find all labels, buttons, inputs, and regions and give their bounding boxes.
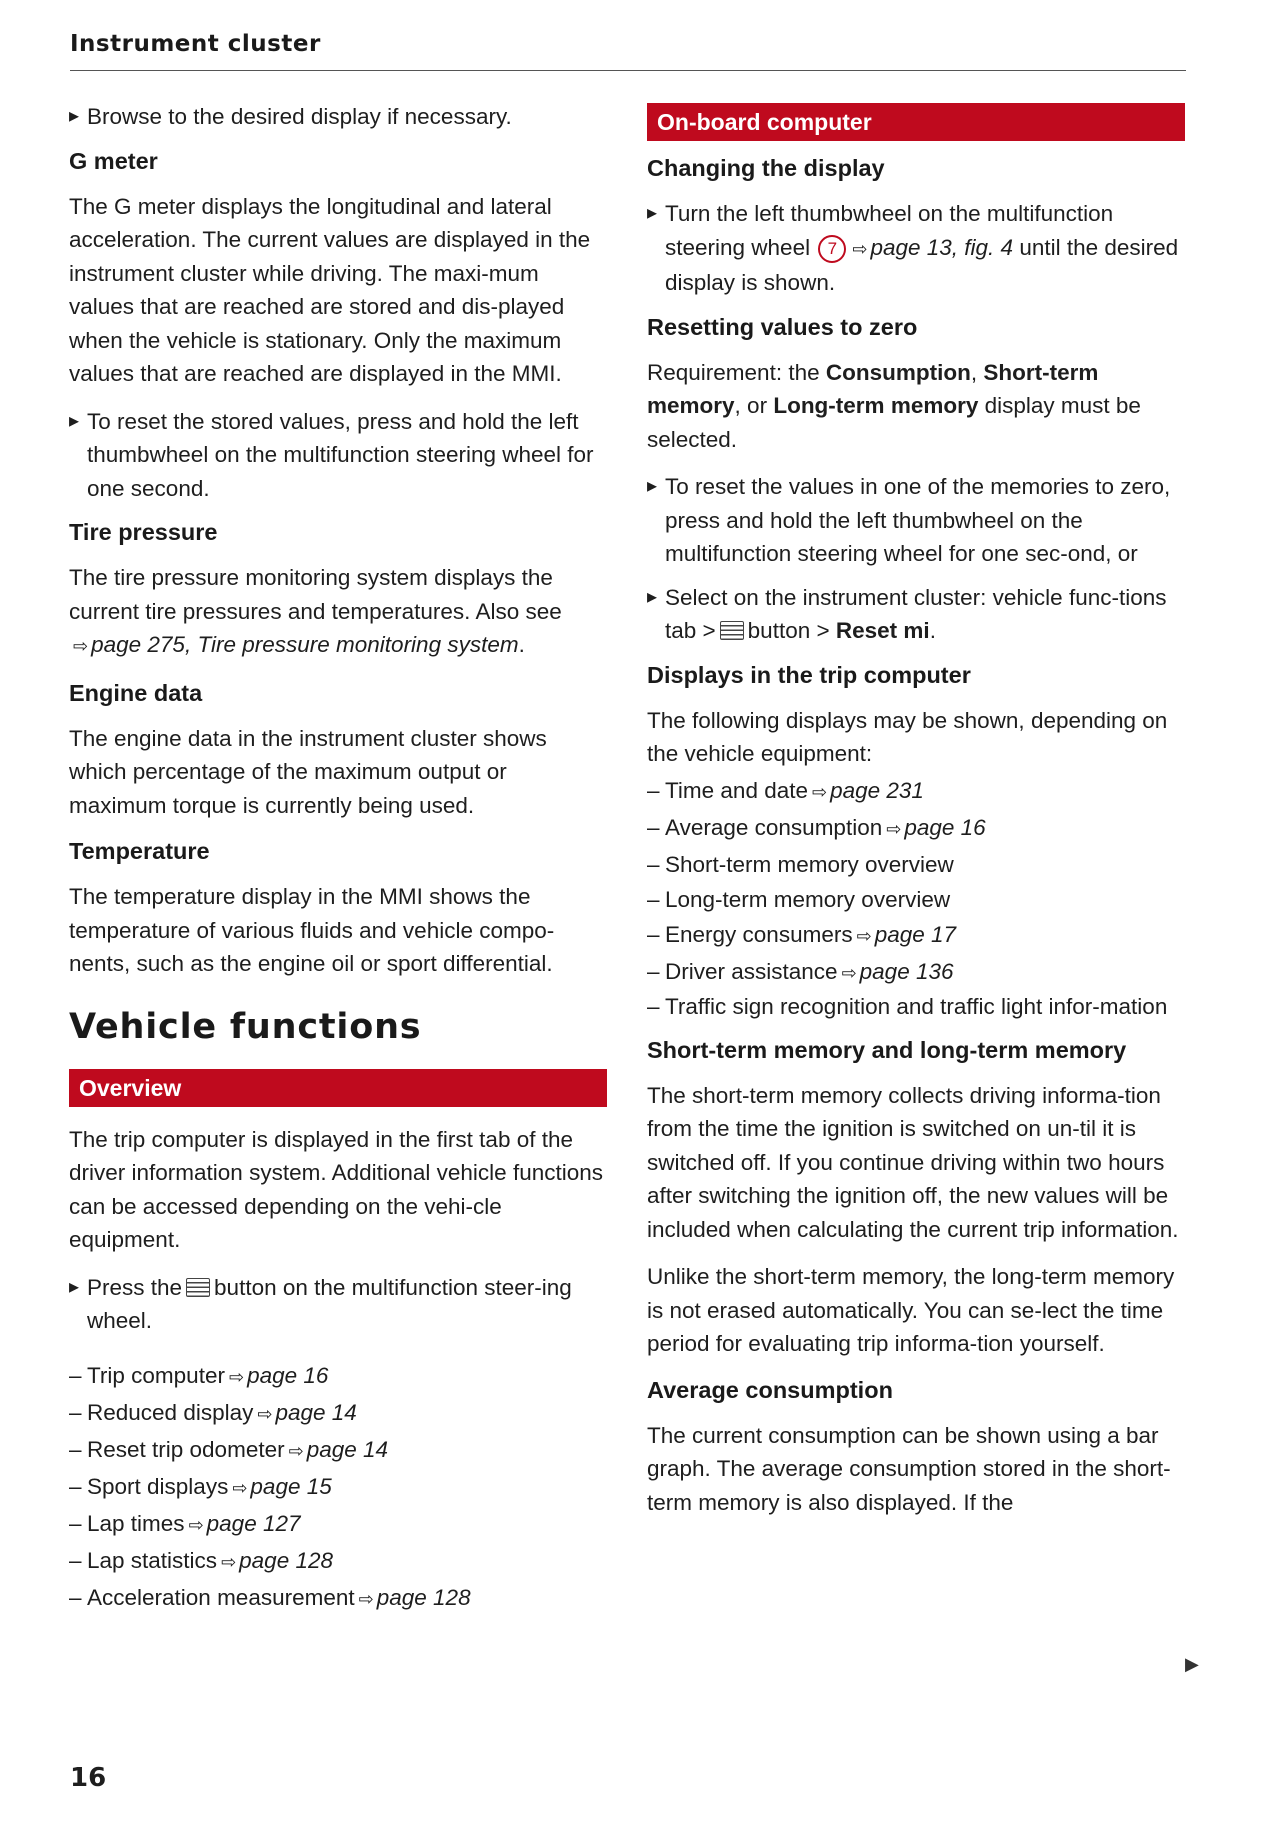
list-item: – Lap times ⇨ page 127 bbox=[69, 1506, 607, 1543]
right-column bbox=[647, 103, 1185, 1533]
page-ref-arrow-icon: ⇨ bbox=[221, 1551, 237, 1572]
g-meter-paragraph: The G meter displays the longitudinal and lateral acceleration. The current values are displayed in the instrument cluster while driving. The maxi-mum values that are reached are stored and dis-played when the vehicle is stationary. Only the maximum values that are reached are displayed in the MMI. bbox=[69, 193, 591, 386]
page-ref-arrow-icon: ⇨ bbox=[257, 1403, 273, 1424]
page-ref-arrow-icon: ⇨ bbox=[886, 818, 902, 839]
memory-paragraph-1: The short-term memory collects driving informa-tion from the time the ignition is switched on un-til it is switched off. If you continue driving within two hours after switching the ignition off, the new values will be included when calculating the current trip information. bbox=[647, 1082, 1179, 1242]
overview-paragraph: The trip computer is displayed in the first tab of the driver information system. Additional vehicle functions can be accessed depending on the vehi-cle equipment. bbox=[69, 1126, 604, 1252]
list-item: – Acceleration measurement ⇨ page 128 bbox=[69, 1580, 607, 1617]
vehicle-functions-title: Vehicle functions bbox=[69, 1006, 422, 1047]
page-ref[interactable]: page 16 bbox=[247, 1362, 329, 1388]
page-ref[interactable]: page 14 bbox=[275, 1399, 357, 1425]
page-ref[interactable]: page 14 bbox=[306, 1436, 389, 1462]
left-column bbox=[69, 100, 607, 1627]
page-ref-arrow-icon: ⇨ bbox=[188, 1514, 204, 1535]
list-item: – Short-term memory overview bbox=[647, 847, 1185, 882]
page-ref-arrow-icon: ⇨ bbox=[841, 962, 857, 983]
header-title: Instrument cluster bbox=[70, 31, 321, 57]
tire-pressure-text: The tire pressure monitoring system displays the current tire pressures and temperatures. Also see bbox=[69, 565, 562, 624]
page-ref[interactable]: page 13, fig. 4 bbox=[870, 234, 1014, 260]
menu-button-icon bbox=[186, 1278, 210, 1297]
page-ref-arrow-icon: ⇨ bbox=[358, 1588, 374, 1609]
list-item: – Sport displays ⇨ page 15 bbox=[69, 1469, 607, 1506]
list-item: – Energy consumers ⇨ page 17 bbox=[647, 917, 1185, 954]
reset-mi-label: Reset mi bbox=[835, 618, 930, 643]
trip-displays-heading: Displays in the trip computer bbox=[647, 661, 971, 688]
engine-data-paragraph: The engine data in the instrument cluster shows which percentage of the maximum output or maximum torque is currently being used. bbox=[69, 725, 547, 818]
consumption-label: Consumption bbox=[825, 359, 971, 385]
long-term-memory-label: Long-term memory bbox=[773, 393, 979, 418]
page-number: 16 bbox=[70, 1763, 107, 1793]
page-ref-arrow-icon: ⇨ bbox=[852, 238, 868, 259]
continue-arrow-icon: ▶ bbox=[1185, 1654, 1199, 1674]
page-ref[interactable]: page 16 bbox=[904, 814, 986, 840]
page-ref-arrow-icon: ⇨ bbox=[232, 1477, 248, 1498]
vehicle-functions-list bbox=[69, 1358, 607, 1617]
page-ref[interactable]: page 127 bbox=[206, 1510, 301, 1536]
g-meter-heading: G meter bbox=[69, 147, 158, 174]
engine-data-heading: Engine data bbox=[69, 679, 203, 706]
page-ref-arrow-icon: ⇨ bbox=[228, 1366, 245, 1387]
list-item: – Reset trip odometer ⇨ page 14 bbox=[69, 1432, 607, 1469]
page-ref-arrow-icon: ⇨ bbox=[73, 636, 89, 656]
tire-pressure-ref-end: . bbox=[518, 632, 525, 657]
reset-bullet-1: ▸ To reset the values in one of the memories to zero, press and hold the left thumbwheel on the multifunction steering wheel for one sec-ond, or bbox=[647, 470, 1185, 571]
page-ref[interactable]: page 15 bbox=[250, 1473, 332, 1499]
memory-heading: Short-term memory and long-term memory bbox=[647, 1036, 1127, 1063]
temperature-paragraph: The temperature display in the MMI shows the temperature of various fluids and vehicle compo-nents, such as the engine oil or sport differential. bbox=[69, 884, 555, 976]
intro-bullet: ▸ Browse to the desired display if necessary. bbox=[69, 100, 607, 134]
resetting-heading: Resetting values to zero bbox=[647, 313, 918, 340]
list-item: – Traffic sign recognition and traffic light infor-mation bbox=[647, 991, 1185, 1023]
short-term-memory-label: Short-term memory bbox=[647, 359, 1099, 418]
changing-display-bullet: ▸ Turn the left thumbwheel on the multifunction steering wheel 7 ⇨ page 13, fig. 4 until the desired display is shown. bbox=[647, 197, 1185, 300]
on-board-computer-band: On-board computer bbox=[647, 103, 1185, 141]
tire-pressure-heading: Tire pressure bbox=[69, 519, 218, 545]
list-item: – Reduced display ⇨ page 14 bbox=[69, 1395, 607, 1432]
g-meter-reset-bullet: ▸ To reset the stored values, press and hold the left thumbwheel on the multifunction steering wheel for one second. bbox=[69, 405, 607, 506]
page-ref[interactable]: page 136 bbox=[859, 958, 954, 984]
page-ref[interactable]: page 231 bbox=[830, 777, 924, 803]
list-item: – Average consumption ⇨ page 16 bbox=[647, 810, 1185, 847]
average-consumption-paragraph: The current consumption can be shown using a bar graph. The average consumption stored in the short-term memory is also displayed. If the bbox=[647, 1422, 1171, 1515]
requirement-paragraph: Requirement: the Consumption, Short-term memory, or Long-term memory display must be selected. bbox=[647, 359, 1141, 452]
page-ref[interactable]: page 128 bbox=[376, 1584, 471, 1610]
tire-pressure-ref[interactable]: page 275, Tire pressure monitoring system bbox=[91, 632, 519, 657]
page-ref-arrow-icon: ⇨ bbox=[812, 781, 828, 802]
press-button-pre: Press the bbox=[87, 1274, 183, 1300]
memory-paragraph-2: Unlike the short-term memory, the long-term memory is not erased automatically. You can se-lect the time period for evaluating trip informa-tion yourself. bbox=[647, 1264, 1175, 1356]
list-item: – Trip computer ⇨ page 16 bbox=[69, 1358, 607, 1395]
page-ref[interactable]: page 128 bbox=[239, 1547, 334, 1573]
page-ref[interactable]: page 17 bbox=[874, 921, 957, 947]
overview-band: Overview bbox=[69, 1069, 607, 1107]
list-item: – Long-term memory overview bbox=[647, 882, 1185, 917]
average-consumption-heading: Average consumption bbox=[647, 1376, 893, 1403]
changing-display-heading: Changing the display bbox=[647, 155, 885, 181]
list-item: – Time and date ⇨ page 231 bbox=[647, 773, 1185, 810]
trip-displays-list bbox=[647, 773, 1185, 1023]
press-button-bullet bbox=[69, 1271, 607, 1338]
tire-pressure-paragraph bbox=[69, 561, 607, 664]
callout-number: 7 bbox=[818, 235, 846, 263]
page-header bbox=[70, 28, 1186, 71]
temperature-heading: Temperature bbox=[69, 838, 210, 864]
menu-button-icon bbox=[720, 621, 744, 640]
list-item: – Driver assistance ⇨ page 136 bbox=[647, 954, 1185, 991]
page-ref-arrow-icon: ⇨ bbox=[288, 1440, 304, 1461]
page-ref-arrow-icon: ⇨ bbox=[856, 925, 872, 946]
trip-displays-paragraph: The following displays may be shown, depending on the vehicle equipment: bbox=[647, 707, 1168, 766]
list-item: – Lap statistics ⇨ page 128 bbox=[69, 1543, 607, 1580]
press-button-post: button on the multifunction steer-ing wheel. bbox=[87, 1274, 572, 1333]
reset-bullet-2: ▸ Select on the instrument cluster: vehicle func-tions tab > button > Reset mi. bbox=[647, 581, 1185, 648]
